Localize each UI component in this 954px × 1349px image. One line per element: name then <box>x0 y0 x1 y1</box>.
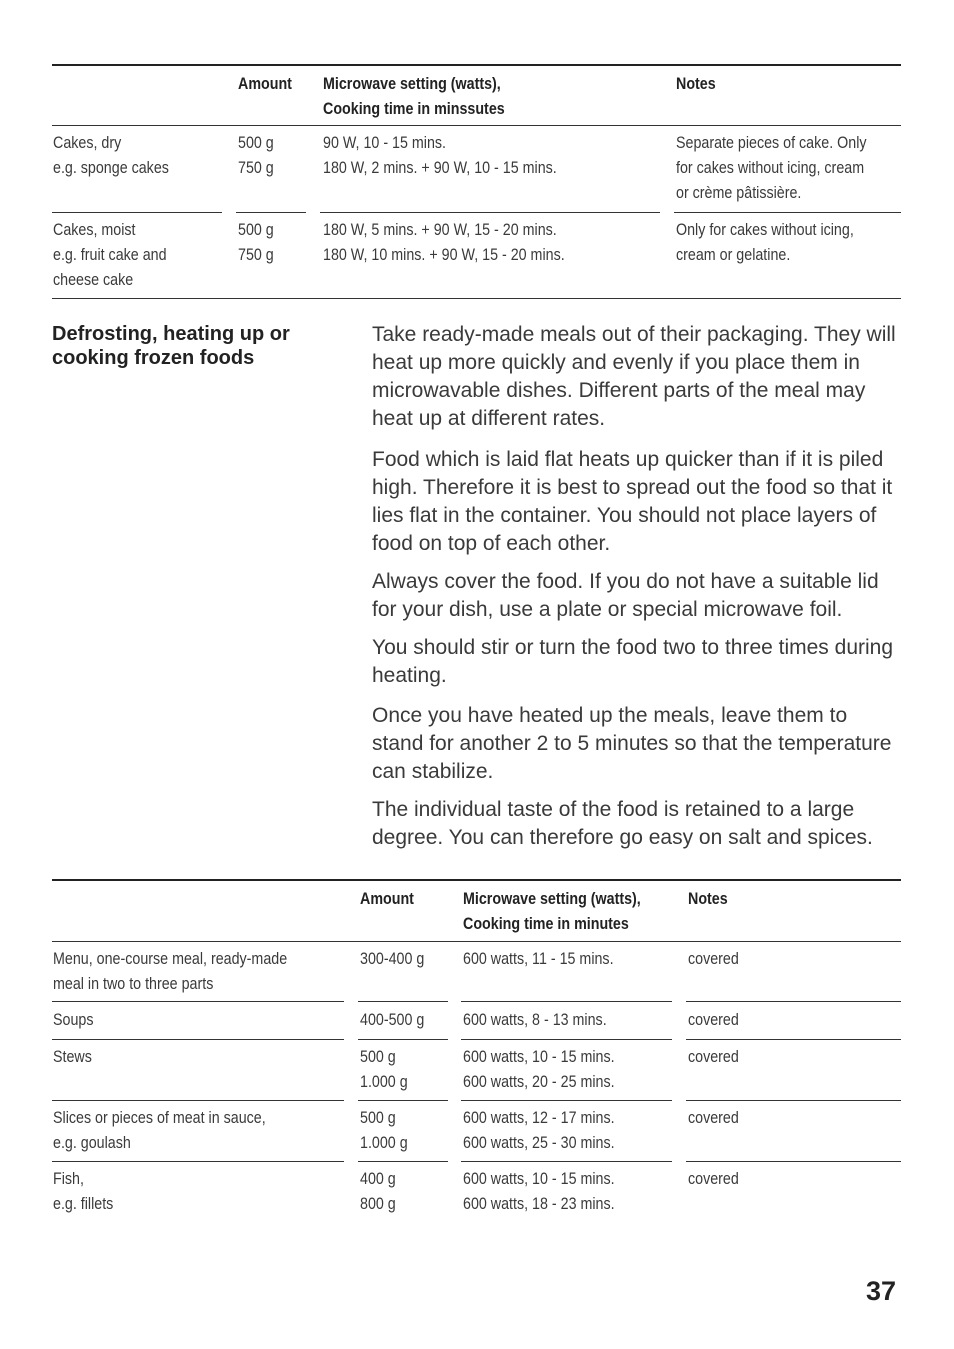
row-rule <box>52 1001 344 1002</box>
row-rule <box>52 1039 344 1040</box>
table-row-food <box>53 1105 306 1155</box>
row-rule <box>358 1161 448 1162</box>
row-rule <box>358 1001 448 1002</box>
table-row-notes <box>688 946 748 971</box>
section-heading-line2: cooking frozen foods <box>52 347 255 369</box>
page-number: 37 <box>866 1276 897 1306</box>
table-bottom-rule <box>52 298 901 299</box>
table-row-notes <box>676 130 903 205</box>
header-rule <box>52 941 901 942</box>
header-amount-text: Amount <box>360 889 414 908</box>
notes-text: covered <box>688 1169 739 1188</box>
table-row-amount <box>360 1044 417 1094</box>
amount-line: 500 g <box>360 1108 396 1127</box>
setting-line: 600 watts, 12 - 17 mins. <box>463 1108 615 1127</box>
amount-line: 300-400 g <box>360 949 425 968</box>
setting-line: 180 W, 10 mins. + 90 W, 15 - 20 mins. <box>323 245 565 264</box>
table-row-setting <box>463 1007 634 1032</box>
table-row-notes <box>688 1007 748 1032</box>
table-row-setting <box>463 946 642 971</box>
table-row-amount <box>360 1166 403 1216</box>
food-line: cheese cake <box>53 270 134 289</box>
row-rule <box>358 1100 448 1101</box>
table-row-notes <box>688 1166 748 1191</box>
section-heading <box>52 322 342 370</box>
amount-line: 400 g <box>360 1169 396 1188</box>
setting-line: 600 watts, 10 - 15 mins. <box>463 1047 615 1066</box>
table-row-food <box>53 1044 99 1069</box>
row-rule <box>686 1161 901 1162</box>
row-rule <box>320 212 660 213</box>
paragraph-taste: The individual taste of the food is retained to a large degree. You can therefore go easy on salt and spices. <box>372 798 873 849</box>
row-rule <box>461 1161 672 1162</box>
setting-line: 600 watts, 10 - 15 mins. <box>463 1169 615 1188</box>
table-row-setting <box>463 1105 643 1155</box>
food-line: Cakes, dry <box>53 133 122 152</box>
header-setting-line1: Microwave setting (watts), <box>463 889 641 908</box>
row-rule <box>52 1161 344 1162</box>
food-line: e.g. fruit cake and <box>53 245 167 264</box>
cake-defrost-table <box>52 64 901 300</box>
row-rule <box>461 1001 672 1002</box>
setting-line: 600 watts, 11 - 15 mins. <box>463 949 614 968</box>
amount-line: 500 g <box>360 1047 396 1066</box>
amount-line: 400-500 g <box>360 1010 425 1029</box>
column-header-notes <box>688 886 735 911</box>
amount-line: 750 g <box>238 158 274 177</box>
food-line: Cakes, moist <box>53 220 136 239</box>
row-rule <box>461 1100 672 1101</box>
food-line: meal in two to three parts <box>53 974 214 993</box>
notes-text: covered <box>688 1047 739 1066</box>
notes-line: Separate pieces of cake. Only <box>676 133 867 152</box>
row-rule <box>52 1100 344 1101</box>
setting-line: 600 watts, 8 - 13 mins. <box>463 1010 607 1029</box>
paragraph-cover-food: Always cover the food. If you do not have a suitable lid for your dish, use a plate or special microwave foil. <box>372 570 879 621</box>
notes-text: covered <box>688 1108 739 1127</box>
row-rule <box>358 1039 448 1040</box>
table-row-food <box>53 1007 101 1032</box>
table-top-rule <box>52 879 901 881</box>
table-row-amount <box>238 217 281 267</box>
table-row-amount <box>360 946 437 971</box>
setting-line: 90 W, 10 - 15 mins. <box>323 133 447 152</box>
table-row-food <box>53 217 188 292</box>
amount-line: 800 g <box>360 1194 396 1213</box>
notes-text: covered <box>688 1010 739 1029</box>
column-header-amount <box>360 886 424 911</box>
row-rule <box>674 212 901 213</box>
paragraph-flat-food: Food which is laid flat heats up quicker than if it is piled high. Therefore it is best to spread out the food so that it lies flat in the container. You should not place layers of food on top of each other. <box>372 448 893 555</box>
food-line: Menu, one-course meal, ready-made <box>53 949 288 968</box>
header-setting-line2: Cooking time in minutes <box>463 914 629 933</box>
food-line: Soups <box>53 1010 94 1029</box>
notes-line: or crème pâtissière. <box>676 183 802 202</box>
frozen-foods-table <box>52 879 901 1219</box>
amount-line: 750 g <box>238 245 274 264</box>
column-header-setting <box>463 886 675 936</box>
row-rule <box>461 1039 672 1040</box>
setting-line: 180 W, 5 mins. + 90 W, 15 - 20 mins. <box>323 220 557 239</box>
header-notes-text: Notes <box>688 889 728 908</box>
paragraph-packaging: Take ready-made meals out of their packaging. They will heat up more quickly and evenly if you place them in microwavable dishes. Different parts of the meal may heat up at different rates. <box>372 323 896 430</box>
food-line: e.g. fillets <box>53 1194 114 1213</box>
column-header-amount <box>238 71 302 96</box>
amount-line: 500 g <box>238 220 274 239</box>
table-row-food <box>53 130 191 180</box>
row-rule <box>52 212 222 213</box>
column-header-setting <box>323 71 539 121</box>
table-row-setting <box>323 217 611 267</box>
food-line: Fish, <box>53 1169 84 1188</box>
row-rule <box>686 1001 901 1002</box>
food-line: Stews <box>53 1047 92 1066</box>
header-setting-line1: Microwave setting (watts), <box>323 74 501 93</box>
table-row-food <box>53 1166 125 1216</box>
header-setting-line2: Cooking time in minssutes <box>323 99 505 118</box>
setting-line: 600 watts, 18 - 23 mins. <box>463 1194 615 1213</box>
setting-line: 180 W, 2 mins. + 90 W, 10 - 15 mins. <box>323 158 557 177</box>
table-top-rule <box>52 64 901 66</box>
header-notes-text: Notes <box>676 74 716 93</box>
table-row-amount <box>360 1007 437 1032</box>
food-line: e.g. goulash <box>53 1133 131 1152</box>
amount-line: 500 g <box>238 133 274 152</box>
paragraph-standing-time: Once you have heated up the meals, leave them to stand for another 2 to 5 minutes so that the temperature can stabilize. <box>372 704 892 783</box>
food-line: e.g. sponge cakes <box>53 158 169 177</box>
section-heading-line1: Defrosting, heating up or <box>52 323 290 345</box>
notes-line: Only for cakes without icing, <box>676 220 854 239</box>
column-header-notes <box>676 71 723 96</box>
paragraph-stir-food: You should stir or turn the food two to three times during heating. <box>372 636 894 687</box>
header-rule <box>52 125 901 126</box>
notes-line: for cakes without icing, cream <box>676 158 865 177</box>
table-row-notes <box>688 1105 748 1130</box>
row-rule <box>236 212 306 213</box>
table-row-notes <box>676 217 888 267</box>
table-row-amount <box>360 1105 417 1155</box>
setting-line: 600 watts, 20 - 25 mins. <box>463 1072 615 1091</box>
row-rule <box>686 1100 901 1101</box>
table-row-setting <box>323 130 601 180</box>
table-row-food <box>53 946 332 996</box>
amount-line: 1.000 g <box>360 1133 408 1152</box>
notes-text: covered <box>688 949 739 968</box>
header-amount-text: Amount <box>238 74 292 93</box>
table-row-setting <box>463 1166 643 1216</box>
food-line: Slices or pieces of meat in sauce, <box>53 1108 266 1127</box>
row-rule <box>686 1039 901 1040</box>
amount-line: 1.000 g <box>360 1072 408 1091</box>
table-row-notes <box>688 1044 748 1069</box>
table-row-setting <box>463 1044 643 1094</box>
setting-line: 600 watts, 25 - 30 mins. <box>463 1133 615 1152</box>
table-row-amount <box>238 130 281 180</box>
notes-line: cream or gelatine. <box>676 245 791 264</box>
